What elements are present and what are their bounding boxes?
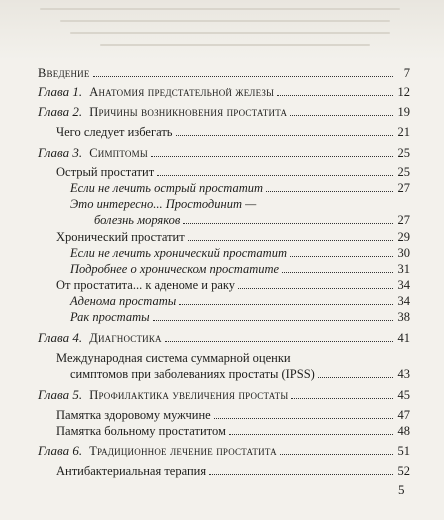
chapter-title: Анатомия предстательной железы [89, 85, 275, 99]
leader-dots [318, 377, 393, 378]
toc-chapter-5 [38, 387, 410, 403]
leader-dots [183, 223, 393, 224]
toc-page-number: 27 [397, 213, 410, 227]
toc-chapter-4 [38, 330, 410, 346]
leader-dots [157, 175, 393, 176]
toc-entry-chronic-more [70, 261, 410, 277]
chapter-title: Диагностика [89, 331, 162, 345]
toc-entry-avoid [56, 124, 410, 140]
leader-dots [282, 272, 393, 273]
toc-page-number: 41 [397, 331, 410, 345]
chapter-number: Глава 2. [38, 104, 83, 119]
leader-dots [290, 256, 393, 257]
toc-label: Если не лечить острый простатит [70, 181, 264, 195]
toc-chapter-2 [38, 104, 410, 120]
toc-entry-ipss-line-1: Международная система суммарной оценки [56, 351, 291, 365]
leader-dots [188, 240, 393, 241]
chapter-title: Профилактика увеличения простаты [89, 388, 289, 402]
chapter-number: Глава 3. [38, 145, 83, 160]
toc-label: Аденома простаты [70, 294, 177, 308]
toc-page-number: 25 [397, 165, 410, 179]
toc-page-number: 47 [397, 408, 410, 422]
toc-entry-chronic [56, 229, 410, 245]
toc-label: Если не лечить хронический простатит [70, 246, 287, 260]
chapter-number: Глава 4. [38, 330, 83, 345]
toc-entry-acute-untreated [70, 180, 410, 196]
leader-dots [151, 156, 393, 157]
toc-entry-to-cancer [56, 277, 410, 293]
toc-entry-memo-healthy [56, 407, 410, 423]
page-folio-number: 5 [398, 482, 405, 497]
chapter-title: Традиционное лечение простатита [89, 444, 277, 458]
leader-dots [214, 418, 393, 419]
toc-label: симптомов при заболеваниях простаты (IPSS) [70, 367, 315, 381]
leader-dots [266, 191, 393, 192]
toc-page-number: 51 [397, 444, 410, 458]
toc-page-number: 7 [403, 66, 410, 80]
toc-label: Острый простатит [56, 165, 155, 179]
leader-dots [277, 95, 393, 96]
toc-page-number: 31 [397, 262, 410, 276]
toc-page-number: 12 [397, 85, 410, 99]
toc-entry-ipss-line-2 [70, 366, 410, 382]
chapter-number: Глава 6. [38, 443, 83, 458]
leader-dots [153, 320, 393, 321]
leader-dots [280, 454, 393, 455]
toc-page-number: 45 [397, 388, 410, 402]
toc-label: Хронический простатит [56, 230, 185, 244]
toc-label: Подробнее о хроническом простатите [70, 262, 280, 276]
toc-label: Памятка больному простатитом [56, 424, 226, 438]
toc-entry-adenoma [70, 293, 410, 309]
leader-dots [93, 76, 393, 77]
toc-label: Антибактериальная терапия [56, 464, 207, 478]
toc-page-number: 27 [397, 181, 410, 195]
toc-entry-cancer [70, 309, 410, 325]
toc-label: Введение [38, 66, 90, 80]
toc-page-number: 34 [397, 278, 410, 292]
toc-page-number: 34 [397, 294, 410, 308]
toc-label: От простатита... к аденоме и раку [56, 278, 236, 292]
toc-entry-interesting-line-2 [94, 212, 410, 228]
chapter-number: Глава 1. [38, 84, 83, 99]
toc-page-number: 30 [397, 246, 410, 260]
toc-page-number: 38 [397, 310, 410, 324]
leader-dots [179, 304, 393, 305]
toc-label: болезнь моряков [94, 213, 181, 227]
leader-dots [209, 474, 393, 475]
toc-chapter-6 [38, 443, 410, 459]
toc-label: Рак простаты [70, 310, 150, 324]
leader-dots [290, 115, 393, 116]
toc-entry-chronic-untreated [70, 245, 410, 261]
leader-dots [238, 288, 393, 289]
toc-label: Чего следует избегать [56, 125, 173, 139]
toc-entry-acute [56, 164, 410, 180]
toc-page-number: 25 [397, 146, 410, 160]
leader-dots [229, 434, 393, 435]
toc-entry-antibacterial [56, 463, 410, 479]
leader-dots [176, 135, 394, 136]
toc-page-number: 48 [397, 424, 410, 438]
toc-chapter-1 [38, 84, 410, 100]
chapter-title: Причины возникновения простатита [89, 105, 288, 119]
toc-entry-memo-patient [56, 423, 410, 439]
toc-entry-intro [38, 65, 410, 81]
leader-dots [291, 398, 393, 399]
chapter-number: Глава 5. [38, 387, 83, 402]
toc-page-number: 21 [397, 125, 410, 139]
toc-label: Памятка здоровому мужчине [56, 408, 211, 422]
toc-page-number: 29 [397, 230, 410, 244]
toc-entry-interesting-line-1: Это интересно... Простодинит — [70, 197, 257, 211]
toc-page-number: 43 [397, 367, 410, 381]
leader-dots [165, 341, 393, 342]
toc-page-number: 19 [397, 105, 410, 119]
chapter-title: Симптомы [89, 146, 148, 160]
toc-page-number: 52 [397, 464, 410, 478]
toc-chapter-3 [38, 145, 410, 161]
